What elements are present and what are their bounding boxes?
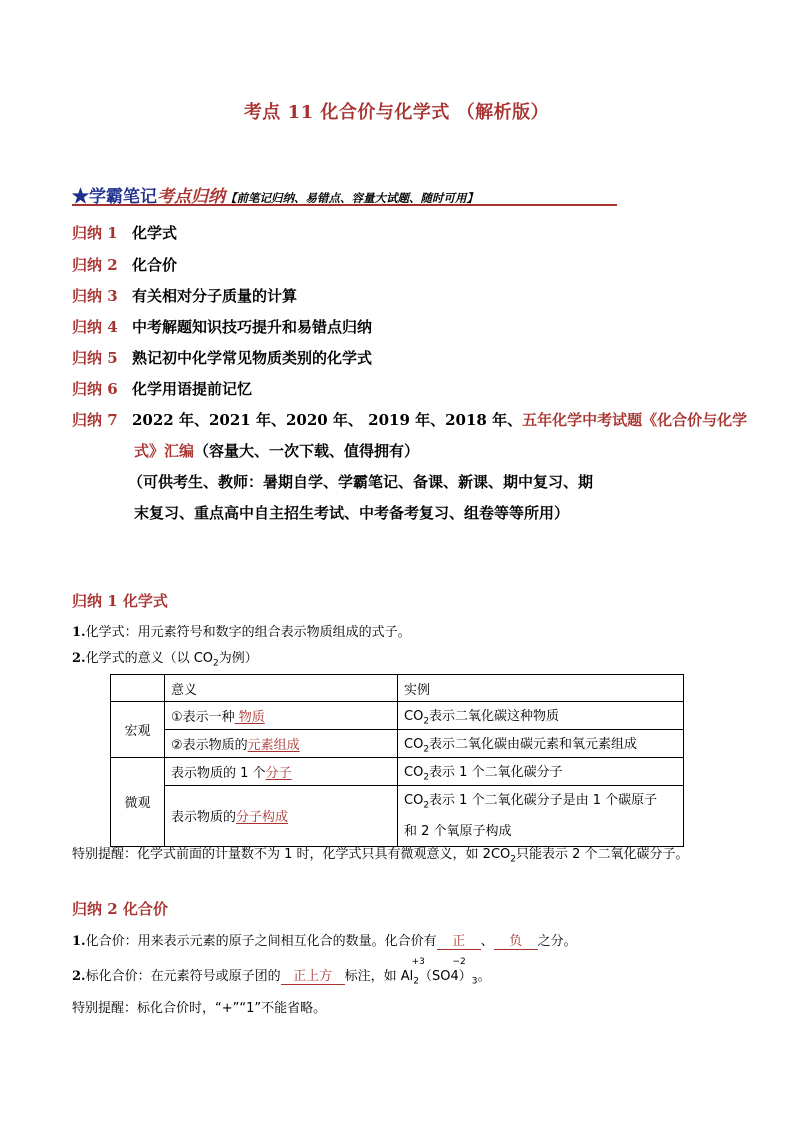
table-row (111, 786, 684, 847)
toc-item-3: 归纳 3 有关相对分子质量的计算 (72, 287, 298, 305)
meaning-cell: ①表示一种 物质 (165, 702, 398, 730)
blank-above: 正上方 (281, 965, 345, 985)
example-cell: $CO_2$表示 1 个二氧化碳分子 (398, 758, 684, 786)
header-example: 实例 (398, 675, 684, 702)
table-header-row (111, 675, 684, 702)
example-cell: $CO_2$表示 1 个二氧化碳分子是由 1 个碳原子 和 2 个氧原子构成 (398, 786, 684, 847)
micro-label: 微观 (111, 758, 165, 847)
meaning-cell: ②表示物质的元素组成 (165, 730, 398, 758)
section1-heading: 归纳 1 化学式 (72, 592, 168, 610)
special-tip-2: 特别提醒：标化合价时，“+”“1”不能省略。 (72, 1001, 327, 1016)
example-cell: $CO_2$表示二氧化碳由碳元素和氧元素组成 (398, 730, 684, 758)
formula-meaning-table (110, 674, 684, 847)
toc-item-5: 归纳 5 熟记初中化学常见物质类别的化学式 (72, 349, 373, 367)
section-banner (72, 182, 617, 206)
blank-positive: 正 (437, 930, 481, 950)
valence-al: +3 l (409, 957, 425, 984)
macro-label: 宏观 (111, 702, 165, 758)
section2-heading: 归纳 2 化合价 (72, 900, 168, 918)
valence-definition: 1.化合价：用来表示元素的原子之间相互化合的数量。化合价有 正 、 负 之分。 (72, 930, 577, 950)
banner-part3: 【前笔记归纳、易错点、容量大试题、随时可用】 (225, 191, 478, 205)
table-row (111, 702, 684, 730)
blank-negative: 负 (494, 930, 538, 950)
meaning-cell: 表示物质的分子构成 (165, 786, 398, 847)
banner-part1: 学霸笔记 (89, 187, 157, 207)
toc-item-1: 归纳 1 化学式 (72, 224, 178, 242)
toc-note-line2: 末复习、重点高中自主招生考试、中考备考复习、组卷等等所用） (134, 504, 570, 522)
toc-item-6: 归纳 6 化学用语提前记忆 (72, 380, 253, 398)
toc-item-4: 归纳 4 中考解题知识技巧提升和易错点归纳 (72, 318, 373, 336)
page-title: 考点 11 化合价与化学式 （解析版） (243, 102, 550, 123)
meaning-cell: 表示物质的 1 个分子 (165, 758, 398, 786)
toc-item-7-cont: 式》汇编（容量大、一次下载、值得拥有） (134, 442, 420, 460)
example-cell: $CO_2$表示二氧化碳这种物质 (398, 702, 684, 730)
star-icon: ★ (72, 187, 89, 207)
toc-item-2: 归纳 2 化合价 (72, 256, 178, 274)
table-row (111, 758, 684, 786)
formula-definition: 1.化学式：用元素符号和数字的组合表示物质组成的式子。 (72, 625, 411, 640)
special-tip-1: 特别提醒：化学式前面的计量数不为 1 时，化学式只具有微观意义，如 $2CO_2$只能表示 2 个二氧化碳分子。 (72, 847, 689, 865)
banner-part2: 考点归纳 (157, 187, 225, 207)
formula-meaning-intro: 2.化学式的意义（以 $CO_2$为例） (72, 651, 258, 669)
table-row (111, 730, 684, 758)
valence-so4: −2 4 (450, 957, 466, 984)
toc-note-line1: （可供考生、教师：暑期自学、学霸笔记、备课、新课、期中复习、期 (128, 473, 594, 491)
valence-notation: 2.标化合价：在元素符号或原子团的 正上方 标注，如 A +3 $l_2(SO$ −2 $4)_3$。 (72, 957, 491, 987)
toc-item-7: 归纳 7 2022 年、2021 年、2020 年、 2019 年、2018 年、五年化学中考试题《化合价与化学 (72, 411, 748, 429)
header-meaning: 意义 (165, 675, 398, 702)
